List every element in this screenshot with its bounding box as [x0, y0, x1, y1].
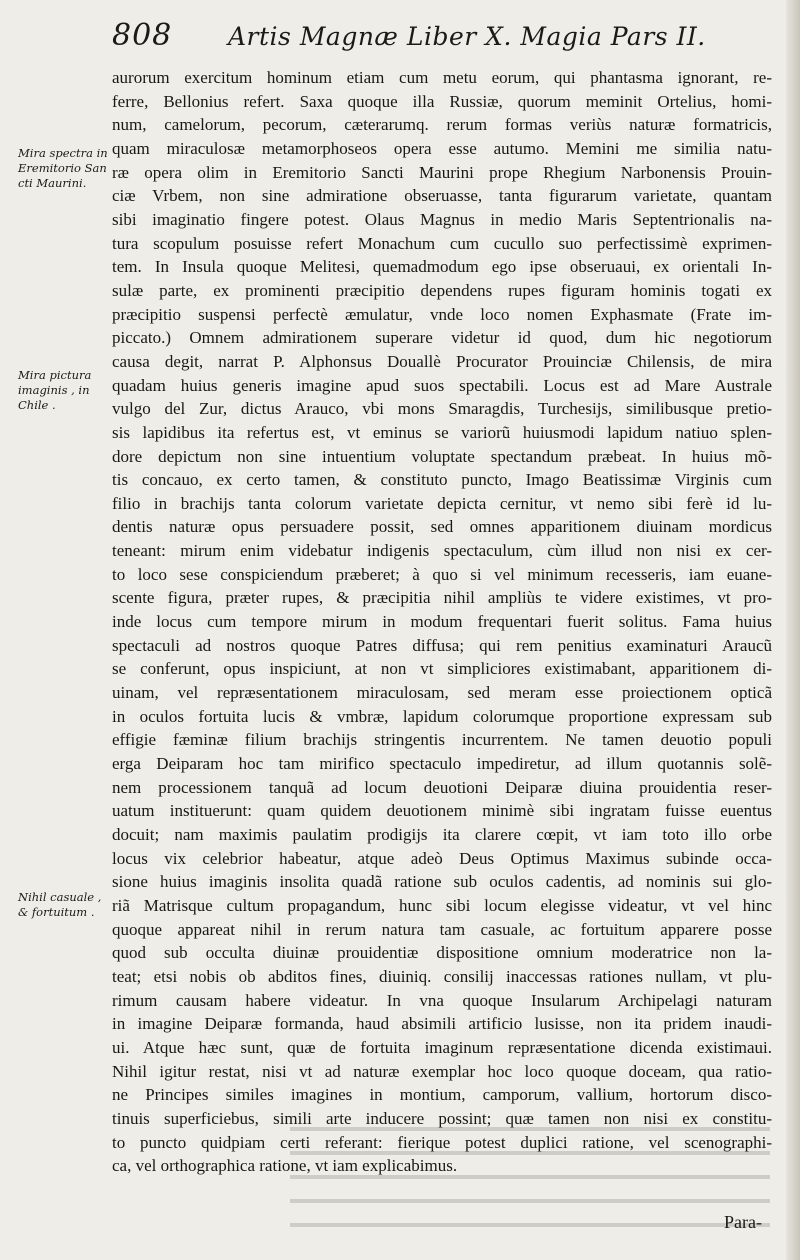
text-line: quod sub occulta diuinæ prouidentiæ dispositione omnium moderatrice non la- — [112, 943, 772, 963]
margin-note-line: Chile . — [18, 398, 56, 412]
margin-note-line: imaginis , in — [18, 383, 90, 397]
text-line: se conferunt, opus inspiciunt, at non vt simpliciores existimabant, apparitionem di- — [112, 659, 772, 679]
text-line: uinam, vel repræsentationem miraculosam, sed meram esse proiectionem opticã — [112, 683, 772, 703]
margin-note-line: Nihil casuale , — [18, 890, 102, 904]
text-line: quam miraculosæ metamorphoseos opera esse autumo. Memini me similia natu- — [112, 138, 772, 158]
text-line: erga Deiparam hoc tam mirifico spectaculo impediretur, ad illum quotannis solẽ- — [112, 754, 772, 774]
text-line: riã Matrisque cultum propagandum, hunc sibi locum elegisse videatur, vt vel hinc — [112, 895, 772, 915]
text-line: spectaculi ad nostros quoque Patres diffusa; qui rem penitius examinaturi Araucũ — [112, 635, 772, 655]
text-line: ciæ Vrbem, non sine admiratione obseruasse, tanta figurarum varietate, quantam — [112, 186, 772, 206]
page-number: 808 — [112, 18, 173, 53]
text-line: scente figura, præter rupes, & præcipitia nihil ampliùs te videre existimes, vt pro- — [112, 588, 772, 608]
text-line: dore depictum non sine intuentium voluptate spectandum præbeat. In huius mõ- — [112, 446, 772, 466]
text-line: num, camelorum, pecorum, cæterarumq. rerum formas veriùs naturæ formatricis, — [112, 115, 772, 135]
bleed-through-text — [290, 1118, 770, 1228]
margin-note-line: & fortuitum . — [18, 905, 95, 919]
text-line: ræ opera olim in Eremitorio Sancti Maurini prope Rhegium Narbonensis Prouin- — [112, 162, 772, 182]
text-line: effigie fæminæ filium brachijs stringentis incurrentem. Ne tamen deuotio populi — [112, 730, 772, 750]
margin-note-line: cti Maurini. — [18, 176, 87, 190]
running-head: Artis Magnæ Liber X. Magia Pars II. — [228, 22, 706, 51]
text-line: tis concauo, ex certo tamen, & constituto puncto, Imago Beatissimæ Virginis cum — [112, 470, 772, 490]
text-line: to puncto quidpiam certi referant: fierique potest duplici ratione, vel scenographi- — [112, 1132, 772, 1152]
body-text — [112, 66, 772, 1178]
text-line: sulæ parte, ex prominenti præcipitio dependens rupes figuram hominis togati ex — [112, 280, 772, 300]
text-line: sis lapidibus ita refertus est, vt eminus se variorũ huiusmodi lapidum natiuo splen- — [112, 422, 772, 442]
text-line: rimum causam habere videatur. In vna quoque Insularum Archipelagi naturam — [112, 990, 772, 1010]
text-line: inde locus cum tempore mirum in modum frequentari fuerit solitus. Fama huius — [112, 612, 772, 632]
text-line: quoque appareat nihil in rerum natura tam casuale, ac fortuitum apparere posse — [112, 919, 772, 939]
text-line: locus vix celebrior habeatur, atque adeò Deus Optimus Maximus subinde occa- — [112, 848, 772, 868]
catchword: Para- — [724, 1212, 762, 1232]
margin-note-line: Mira pictura — [18, 368, 92, 382]
text-line: præcipitio suspensi perfectè æmulatur, vnde loco nomen Exphasmate (Frate im- — [112, 304, 772, 324]
text-line: causa degit, narrat P. Alphonsus Douallè Procurator Prouinciæ Chilensis, de mira — [112, 351, 772, 371]
text-line: docuit; nam maximis paulatim prodigijs ita clarere cœpit, vt iam toto illo orbe — [112, 825, 772, 844]
text-line: ui. Atque hæc sunt, quæ de fortuita imaginum repræsentatione dicenda existimaui. — [112, 1037, 772, 1057]
text-line: ferre, Bellonius refert. Saxa quoque illa Russiæ, quorum meminit Ortelius, homi- — [112, 91, 772, 111]
page-header — [112, 18, 706, 58]
text-line: nem processionem tanquã ad locum deuotioni Deiparæ diuina prouidentia reser- — [112, 777, 772, 797]
text-line: aurorum exercitum hominum etiam cum metu eorum, qui phantasma ignorant, re- — [112, 68, 772, 87]
text-line: teneant: mirum enim videbatur indigenis spectaculum, cùm illud non nisi ex cer- — [112, 541, 772, 561]
text-line: dentis naturæ opus persuadere possit, sed omnes apparitionem diuinam mordicus — [112, 517, 772, 537]
text-line: in oculos fortuita lucis & vmbræ, lapidum colorumque proportione expressam sub — [112, 706, 772, 726]
text-line: tinuis superficiebus, simili arte inducere possint; quæ tamen non nisi ex constitu- — [112, 1108, 772, 1128]
text-line: ca, vel orthographica ratione, vt iam explicabimus. — [112, 1156, 458, 1176]
text-line: quadam huius generis imagine apud suos spectabili. Locus est ad Mare Australe — [112, 375, 772, 395]
text-line: piccato.) Omnem admirationem superare videtur id quod, dum hic negotiorum — [112, 328, 772, 348]
text-line: sione huius imaginis insolita quadã ratione sub oculos cadentis, ad nominis sui glo- — [112, 872, 772, 892]
text-line: in imagine Deiparæ formanda, haud absimili artificio lusisse, non ita pridem inaudi- — [112, 1014, 772, 1034]
margin-note-line: Mira spectra in — [18, 146, 108, 160]
text-line: to loco sese conspiciendum præberet; à quo si vel minimum recesseris, iam euane- — [112, 564, 772, 584]
margin-note-line: Eremitorio San — [18, 161, 107, 175]
text-line: sibi imaginatio fingere potest. Olaus Magnus in medio Maris Septentrionalis na- — [112, 209, 772, 229]
text-line: tem. In Insula quoque Melitesi, quemadmodum ego ipse obseruaui, ex orientali In- — [112, 257, 772, 277]
text-line: uatum instituerunt: quam quidem deuotionem minimè sibi ingratam fuisse euentus — [112, 801, 772, 821]
text-line: vulgo del Zur, dictus Arauco, vbi mons Smaragdis, Turchesijs, similibusque pretio- — [112, 399, 772, 419]
text-line: ne Principes similes imagines in montium, camporum, vallium, hortorum disco- — [112, 1085, 772, 1105]
text-line: Nihil igitur restat, nisi vt ad naturæ exemplar hoc loco quoque doceam, qua ratio- — [112, 1061, 772, 1081]
text-line: teat; etsi nobis ob abditos fines, diuiniq. consilij inaccessas rationes nullam, vt plu- — [112, 966, 772, 986]
text-line: filio in brachijs tanta colorum varietate depicta cernitur, vt nemo sibi ferè id lu- — [112, 493, 772, 513]
page-gutter-shadow — [786, 0, 800, 1260]
text-line: tura scopulum posuisse refert Monachum cum cucullo suo perfectissimè exprimen- — [112, 233, 772, 253]
